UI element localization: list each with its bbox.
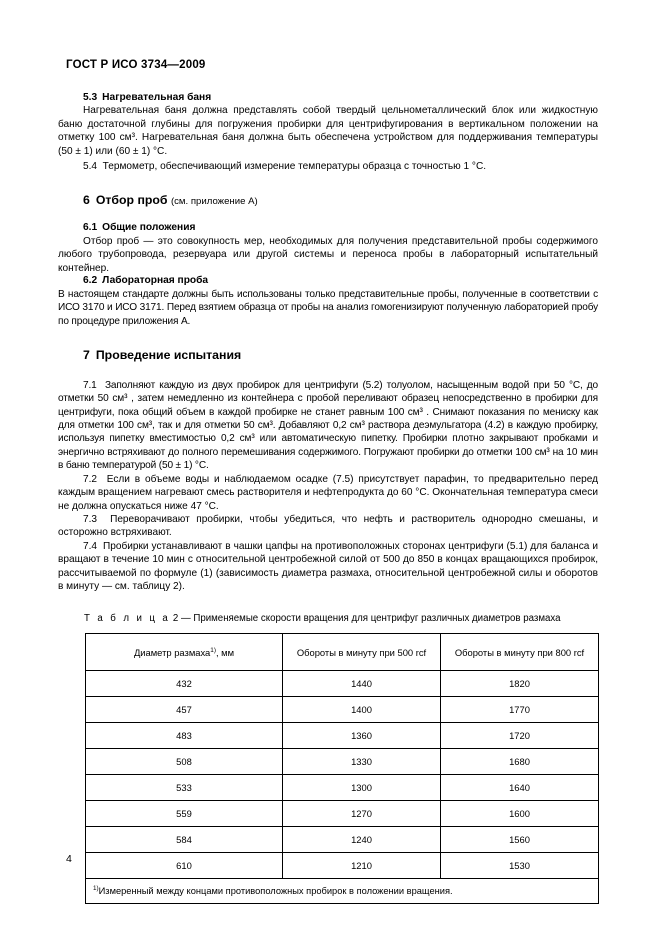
running-header-standard-title: ГОСТ Р ИСО 3734—2009 bbox=[66, 59, 206, 71]
table-row bbox=[86, 697, 599, 723]
section-note-6: (см. приложение А) bbox=[170, 196, 258, 208]
section-number-7: 7 bbox=[83, 348, 90, 363]
table-2 bbox=[85, 633, 599, 904]
clause-title-6-1: Общие положения bbox=[102, 222, 196, 234]
cell-diameter: 457 bbox=[86, 697, 283, 723]
clause-number-7-2: 7.2 bbox=[83, 473, 98, 485]
clause-number-6-1: 6.1 bbox=[83, 222, 98, 234]
cell-rpm-500: 1330 bbox=[283, 749, 441, 775]
column-header-diameter-prefix: Диаметр размаха bbox=[133, 646, 211, 658]
clause-number-5-4: 5.4 bbox=[83, 161, 98, 173]
section-heading-7 bbox=[83, 348, 598, 363]
cell-rpm-500: 1210 bbox=[283, 853, 441, 879]
cell-diameter: 584 bbox=[86, 827, 283, 853]
table-row bbox=[86, 853, 599, 879]
clause-text-7-1: Заполняют каждую из двух пробирок для центрифуги (5.2) толуолом, насыщенным водой при 50 °C, до отметки 50 см³ , затем немедленно из контейнера с пробой переливают образец непосредственно в пробирки для центрифуги, пока общий объем в каждой пробирке не станет равным 100 см³ . Снимают показания по мениску как для отметки 100 см³, так и для отметки 50 см³. Добавляют 0,2 см³ раствора деэмульгатора (4.2) в каждую пробирку, используя пипетку вместимостью 0,2 см³ или автоматическую пипетку. Пробирки плотно закрывают пробками и энергично встряхивают до полного перемешивания содержимого. Погружают пробирки до отметки 100 см³ на 10 мин в баню температурой (50 ± 1) °C. bbox=[58, 379, 598, 472]
clause-body-7-2 bbox=[58, 473, 598, 513]
clause-title-5-3: Нагревательная баня bbox=[102, 91, 212, 103]
table-row bbox=[86, 723, 599, 749]
clause-body-6-2: В настоящем стандарте должны быть использованы только представительные пробы, полученные в соответствии с ИСО 3170 и ИСО 3171. Перед взятием образца от пробы на анализ гомогенизируют полученную лабораторией пробу по процедуре приложения А. bbox=[58, 288, 598, 327]
table-row bbox=[86, 827, 599, 853]
cell-diameter: 559 bbox=[86, 801, 283, 827]
cell-rpm-800: 1680 bbox=[441, 749, 599, 775]
clause-number-6-2: 6.2 bbox=[83, 275, 98, 287]
table-row bbox=[86, 775, 599, 801]
cell-rpm-500: 1360 bbox=[283, 723, 441, 749]
cell-rpm-500: 1440 bbox=[283, 671, 441, 697]
clause-number-5-3: 5.3 bbox=[83, 91, 98, 103]
column-header-rpm-800: Обороты в минуту при 800 rcf bbox=[441, 634, 599, 671]
section-heading-6 bbox=[83, 193, 598, 208]
page-number: 4 bbox=[66, 853, 72, 865]
cell-diameter: 610 bbox=[86, 853, 283, 879]
column-header-diameter bbox=[86, 634, 283, 671]
footnote-marker-icon: 1) bbox=[93, 885, 99, 893]
cell-diameter: 483 bbox=[86, 723, 283, 749]
table-2-footnote bbox=[86, 879, 599, 904]
clause-text-7-2: Если в объеме воды и наблюдаемом осадке (7.5) присутствует парафин, то предварительно перед каждым вращением нагревают смесь растворителя и нефтепродукта до 60 °C. Окончательная температура смеси не должна опускаться ниже 47 °C. bbox=[58, 473, 599, 512]
table-footnote-row bbox=[86, 879, 599, 904]
table-2-head bbox=[86, 634, 599, 671]
clause-number-7-1: 7.1 bbox=[83, 379, 97, 391]
footnote-marker-icon: 1) bbox=[210, 646, 216, 654]
cell-rpm-800: 1770 bbox=[441, 697, 599, 723]
column-header-diameter-suffix: , мм bbox=[215, 646, 235, 658]
clause-title-6-2: Лабораторная проба bbox=[102, 275, 209, 287]
clause-number-7-3: 7.3 bbox=[83, 513, 98, 525]
section-title-6: Отбор проб bbox=[95, 193, 168, 208]
clause-heading-6-1 bbox=[83, 222, 598, 235]
table-2-caption bbox=[84, 613, 598, 625]
clause-heading-5-3 bbox=[83, 92, 598, 105]
cell-diameter: 432 bbox=[86, 671, 283, 697]
cell-rpm-800: 1820 bbox=[441, 671, 599, 697]
cell-rpm-500: 1300 bbox=[283, 775, 441, 801]
table-row bbox=[86, 671, 599, 697]
cell-rpm-800: 1560 bbox=[441, 827, 599, 853]
clause-body-7-1 bbox=[58, 379, 598, 473]
clause-body-6-1: Отбор проб — это совокупность мер, необходимых для получения представительной пробы содержимого любого трубопровода, резервуара или другой системы и переноса пробы в лабораторный испытательный контейнер. bbox=[58, 235, 598, 274]
clause-body-5-3: Нагревательная баня должна представлять собой твердый цельнометаллический блок или жидкостную баню достаточной глубины для погружения пробирки для центрифугирования в вертикальном положении на отметку 100 см³. Нагревательная баня должна быть обеспечена устройством для поддерживания температуры (50 ± 1) или (60 ± 1) °C. bbox=[58, 105, 598, 157]
cell-rpm-800: 1530 bbox=[441, 853, 599, 879]
clause-number-7-4: 7.4 bbox=[83, 540, 98, 552]
clause-body-5-4 bbox=[58, 160, 598, 173]
column-header-rpm-500: Обороты в минуту при 500 rcf bbox=[283, 634, 441, 671]
table-caption-label: Т а б л и ц а bbox=[84, 613, 171, 625]
cell-diameter: 533 bbox=[86, 775, 283, 801]
cell-rpm-800: 1640 bbox=[441, 775, 599, 801]
clause-text-5-4: Термометр, обеспечивающий измерение температуры образца с точностью 1 °C. bbox=[102, 161, 487, 173]
clause-heading-6-2 bbox=[83, 275, 598, 288]
table-row bbox=[86, 749, 599, 775]
clause-text-7-3: Переворачивают пробирки, чтобы убедиться, что нефть и растворитель однородно смешаны, и осторожно встряхивают. bbox=[58, 513, 598, 539]
cell-rpm-800: 1720 bbox=[441, 723, 599, 749]
cell-rpm-500: 1400 bbox=[283, 697, 441, 723]
table-caption-text: — Применяемые скорости вращения для центрифуг различных диаметров размаха bbox=[181, 613, 561, 625]
table-2-body bbox=[86, 671, 599, 904]
clause-text-7-4: Пробирки устанавливают в чашки цапфы на противоположных сторонах центрифуги (5.1) для баланса и вращают в течение 10 мин с относительной центробежной силой от 500 до 850 в концах вращающихся пробирок, рассчитываемой по формуле (1) (зависимость диаметра размаха, относительной центробежной силы и оборотов в минуту — см. таблицу 2). bbox=[58, 540, 598, 592]
clause-body-7-4 bbox=[58, 540, 598, 594]
table-2-footnote-text: Измеренный между концами противоположных пробирок в положении вращения. bbox=[98, 886, 453, 897]
page-content bbox=[58, 0, 598, 904]
table-header-row bbox=[86, 634, 599, 671]
table-caption-number: 2 bbox=[172, 613, 179, 625]
section-number-6: 6 bbox=[83, 193, 90, 208]
cell-rpm-500: 1270 bbox=[283, 801, 441, 827]
cell-diameter: 508 bbox=[86, 749, 283, 775]
table-row bbox=[86, 801, 599, 827]
clause-body-7-3 bbox=[58, 513, 598, 540]
cell-rpm-800: 1600 bbox=[441, 801, 599, 827]
section-title-7: Проведение испытания bbox=[95, 348, 242, 363]
cell-rpm-500: 1240 bbox=[283, 827, 441, 853]
